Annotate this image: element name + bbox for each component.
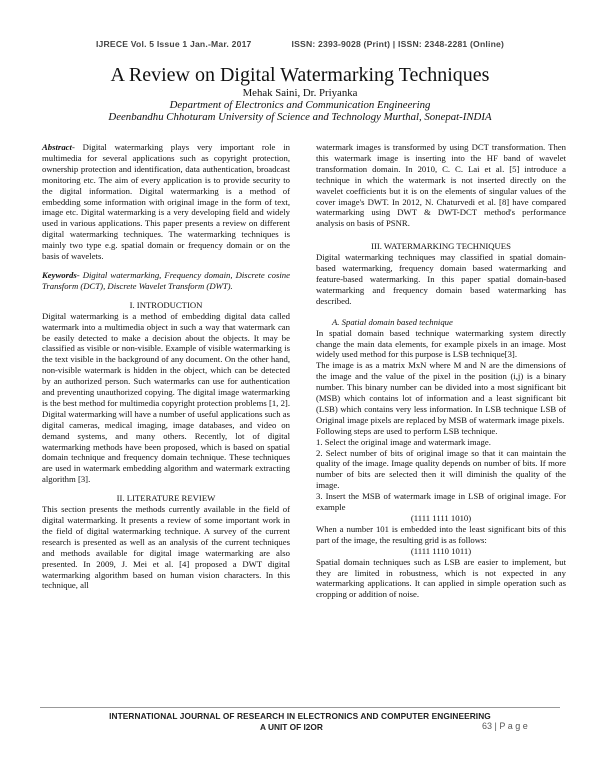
- literature-text-cont: watermark images is transformed by using DCT transformation. Then this watermark image is inserting into the HF band of wavelet transformation domain. In 2010, C. C. Lai et al. [5] introduce a technique in which the watermark is not inserted directly on the wavelet coefficients but it is on the elements of singular values of the cover image's DWT. In 2012, N. Chaturvedi et al. [8] have compared watermarking using DWT & DWT-DCT method's performance analysis on basis of PSNR.: [316, 142, 566, 229]
- right-column: [316, 142, 566, 600]
- spatial-paragraph-1: In spatial domain based technique watermarking system directly change the main data elements, for example pixels in an image. Most widely used method for this purpose is LSB technique[3].: [316, 327, 566, 360]
- paper-title: A Review on Digital Watermarking Techniques: [110, 64, 490, 86]
- abstract-label: Abstract: [42, 142, 72, 152]
- step-3: 3. Insert the MSB of watermark image in LSB of original image. For example: [316, 491, 566, 513]
- page-number: 63 | P a g e: [482, 721, 528, 731]
- binary-example-2: (1111 1110 1011): [410, 545, 472, 556]
- abstract-text: - Digital watermarking plays very important role in multimedia for several applications such as copyright protection, ownership protection and identification, data authentication, broadcast monitoring etc. The aim of every application is to provide security to the digital information. Digital watermarking is a method of embedding some information with original image in the form of text, image etc. Digital watermarking is a very developing field and widely used in various applications. This paper presents a review on different digital watermarking techniques. The watermarking techniques is mainly two type e.g. spatial domain or frequency domain or on the basis of wavelets.: [42, 142, 290, 262]
- example-text: When a number 101 is embedded into the least significant bits of this part of the image, the resulting grid is as follows:: [316, 523, 566, 545]
- spatial-heading: A. Spatial domain based technique: [332, 316, 453, 327]
- spatial-paragraph-2: The image is as a matrix MxN where M and N are the dimensions of the image and the value of the pixel in the position (i,j) is a binary number. This binary number can be divided into a most significant bit (MSB) which contains lot of information and a least significant bit (LSB) which contains very less information. In LSB technique LSB of Original image pixels are replaced by MSB of watermark image pixels.: [316, 360, 566, 425]
- intro-heading: I. INTRODUCTION: [129, 299, 203, 310]
- affiliation-department: Department of Electronics and Communication Engineering: [169, 99, 431, 111]
- intro-text: Digital watermarking is a method of embedding digital data called watermark into a multimedia object in such a way that watermark can be easily detected to make a decision about the objects. It may be classified as visible or non-visible. Example of visible watermarking is the text visible in the background of any document. On the other hand, non-visible watermark is hidden in the object, which can be detected by an authorized person. Such watermarks can use for authentication and preventing unauthorized copying. The digital image watermarking is the best method for multimedia copyright protection problems [1, 2]. Digital watermarking will have a number of useful applications such as digital cameras, medical imaging, image databases, and video on demand systems, and many others. Recently, lot of digital watermarking methods have been proposed, which is based on spatial domain technique and frequency domain technique. These techniques are used in watermark embedding algorithm and watermark extracting algorithm [3].: [42, 310, 291, 485]
- step-2: 2. Select number of bits of original image so that it can maintain the quality of the image. Image quality depends on number of bits. If more number of bits are selected then it will diminish the quality of the image.: [316, 447, 566, 491]
- literature-text: This section presents the methods currently available in the field of digital watermarking. It presents a review of some important work in the field of digital watermarking technique. A survey of the current research is presented as well as an analysis of the current techniques and methods available for digital image watermarking are also presented. In 2009, J. Mei et al. [4] proposed a DWT digital watermarking algorithm based on human vision characters. In this technique, all: [42, 504, 290, 591]
- step-1: 1. Select the original image and watermark image.: [316, 436, 491, 447]
- keywords: [42, 270, 290, 292]
- keywords-label: Keywords: [42, 269, 77, 280]
- footer-journal-name: INTERNATIONAL JOURNAL OF RESEARCH IN ELECTRONICS AND COMPUTER ENGINEERING: [109, 711, 491, 721]
- techniques-heading: III. WATERMARKING TECHNIQUES: [371, 241, 511, 252]
- footer-unit: A UNIT OF I2OR: [260, 722, 323, 732]
- issn-line: ISSN: 2393-9028 (Print) | ISSN: 2348-2281 (Online): [291, 39, 505, 49]
- journal-issue: IJRECE Vol. 5 Issue 1 Jan.-Mar. 2017: [95, 39, 252, 49]
- authors: Mehak Saini, Dr. Priyanka: [242, 87, 358, 99]
- keywords-text: - Digital watermarking, Frequency domain, Discrete cosine Transform (DCT), Discrete Wavelet Transform (DWT).: [42, 269, 290, 291]
- left-column: [42, 142, 290, 591]
- footer-divider: [40, 707, 560, 708]
- closing-text: Spatial domain techniques such as LSB are easier to implement, but they are limited in robustness, which is not expected in any watermarking applications. It can applied in simple operation such as cropping or addition of noise.: [316, 556, 566, 600]
- steps-intro: Following steps are used to perform LSB technique.: [316, 425, 498, 436]
- abstract: [42, 142, 290, 262]
- affiliation-university: Deenbandhu Chhoturam University of Science and Technology Murthal, Sonepat-INDIA: [108, 111, 492, 123]
- literature-heading: II. LITERATURE REVIEW: [116, 493, 216, 504]
- techniques-text: Digital watermarking techniques may classified in spatial domain-based watermarking, frequency domain based watermarking and feature-based watermarking. In this paper spatial domain-based watermarking and frequency domain based watermarking has described.: [316, 252, 566, 306]
- binary-example-1: (1111 1111 1010): [410, 513, 472, 523]
- running-header: [0, 39, 600, 49]
